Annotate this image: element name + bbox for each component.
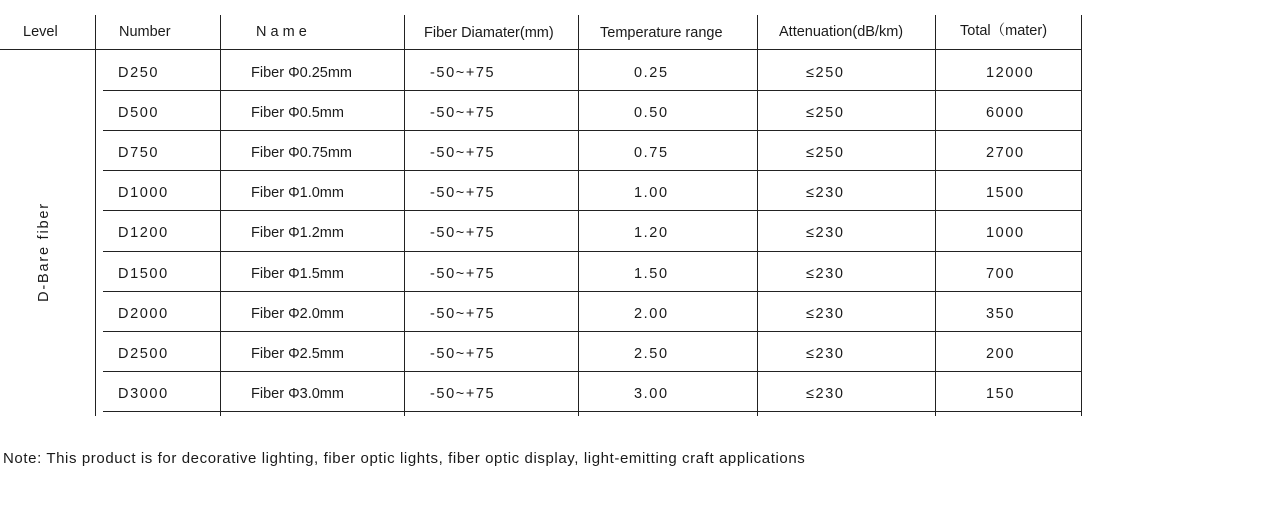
cell-number: D2500 — [118, 345, 169, 362]
cell-diameter: -50~+75 — [430, 105, 496, 122]
col-divider-level — [95, 15, 96, 416]
cell-diameter: -50~+75 — [430, 385, 496, 402]
cell-temperature: 1.50 — [634, 265, 669, 282]
footnote: Note: This product is for decorative lighting, fiber optic lights, fiber optic display, light-emitting craft applications — [3, 450, 806, 467]
cell-number: D750 — [118, 145, 160, 162]
cell-diameter: -50~+75 — [430, 225, 496, 242]
cell-number: D1200 — [118, 225, 169, 242]
cell-number: D2000 — [118, 305, 169, 322]
row-divider — [103, 130, 1082, 131]
cell-total: 200 — [986, 345, 1015, 362]
row-divider — [103, 90, 1082, 91]
header-name: N a m e — [256, 24, 307, 40]
cell-name: Fiber Φ0.5mm — [251, 105, 344, 122]
cell-temperature: 2.50 — [634, 345, 669, 362]
cell-temperature: 3.00 — [634, 385, 669, 402]
cell-attenuation: ≤230 — [806, 345, 845, 362]
header-attenuation: Attenuation(dB/km) — [779, 24, 904, 40]
cell-temperature: 0.25 — [634, 65, 669, 81]
col-divider-number — [220, 15, 221, 416]
header-temperature-range: Temperature range — [600, 25, 723, 41]
cell-temperature: 2.00 — [634, 305, 669, 322]
col-divider-attenuation — [935, 15, 936, 416]
cell-diameter: -50~+75 — [430, 345, 496, 362]
cell-attenuation: ≤230 — [806, 265, 845, 282]
cell-name: Fiber Φ2.0mm — [251, 305, 344, 322]
cell-temperature: 1.00 — [634, 185, 669, 202]
header-level: Level — [23, 24, 58, 40]
cell-attenuation: ≤230 — [806, 305, 845, 322]
row-divider — [103, 291, 1082, 292]
cell-number: D250 — [118, 65, 160, 81]
cell-attenuation: ≤250 — [806, 145, 845, 162]
cell-name: Fiber Φ1.0mm — [251, 185, 344, 202]
row-divider — [103, 251, 1082, 252]
cell-total: 1000 — [986, 225, 1025, 242]
cell-diameter: -50~+75 — [430, 265, 496, 282]
row-divider — [103, 411, 1082, 412]
cell-name: Fiber Φ1.2mm — [251, 225, 344, 242]
header-fiber-diameter: Fiber Diamater(mm) — [424, 25, 554, 41]
cell-name: Fiber Φ0.75mm — [251, 145, 353, 162]
row-divider — [103, 331, 1082, 332]
row-divider — [103, 170, 1082, 171]
cell-number: D500 — [118, 105, 160, 122]
cell-diameter: -50~+75 — [430, 145, 496, 162]
cell-attenuation: ≤230 — [806, 225, 845, 242]
cell-number: D1500 — [118, 265, 169, 282]
cell-attenuation: ≤230 — [806, 385, 845, 402]
cell-diameter: -50~+75 — [430, 65, 496, 81]
cell-number: D3000 — [118, 385, 169, 402]
col-divider-name — [404, 15, 405, 416]
cell-attenuation: ≤250 — [806, 105, 845, 122]
cell-number: D1000 — [118, 185, 169, 202]
cell-name: Fiber Φ3.0mm — [251, 385, 344, 402]
cell-diameter: -50~+75 — [430, 185, 496, 202]
cell-diameter: -50~+75 — [430, 305, 496, 322]
cell-total: 350 — [986, 305, 1015, 322]
col-divider-temperature — [757, 15, 758, 416]
cell-total: 12000 — [986, 65, 1035, 81]
cell-total: 700 — [986, 265, 1015, 282]
cell-temperature: 0.50 — [634, 105, 669, 122]
col-divider-diameter — [578, 15, 579, 416]
header-number: Number — [119, 24, 171, 40]
cell-attenuation: ≤250 — [806, 65, 845, 81]
cell-total: 6000 — [986, 105, 1025, 122]
cell-temperature: 1.20 — [634, 225, 669, 242]
row-divider — [103, 210, 1082, 211]
cell-total: 150 — [986, 385, 1015, 402]
cell-name: Fiber Φ2.5mm — [251, 345, 344, 362]
cell-name: Fiber Φ1.5mm — [251, 265, 344, 282]
header-bottom-line — [0, 49, 1082, 50]
cell-total: 2700 — [986, 145, 1025, 162]
cell-name: Fiber Φ0.25mm — [251, 65, 353, 81]
header-total: Total（mater) — [960, 23, 1048, 39]
cell-total: 1500 — [986, 185, 1025, 202]
row-divider — [103, 371, 1082, 372]
cell-temperature: 0.75 — [634, 145, 669, 162]
col-divider-total — [1081, 15, 1082, 416]
level-group-label: D-Bare fiber — [36, 202, 52, 302]
cell-attenuation: ≤230 — [806, 185, 845, 202]
